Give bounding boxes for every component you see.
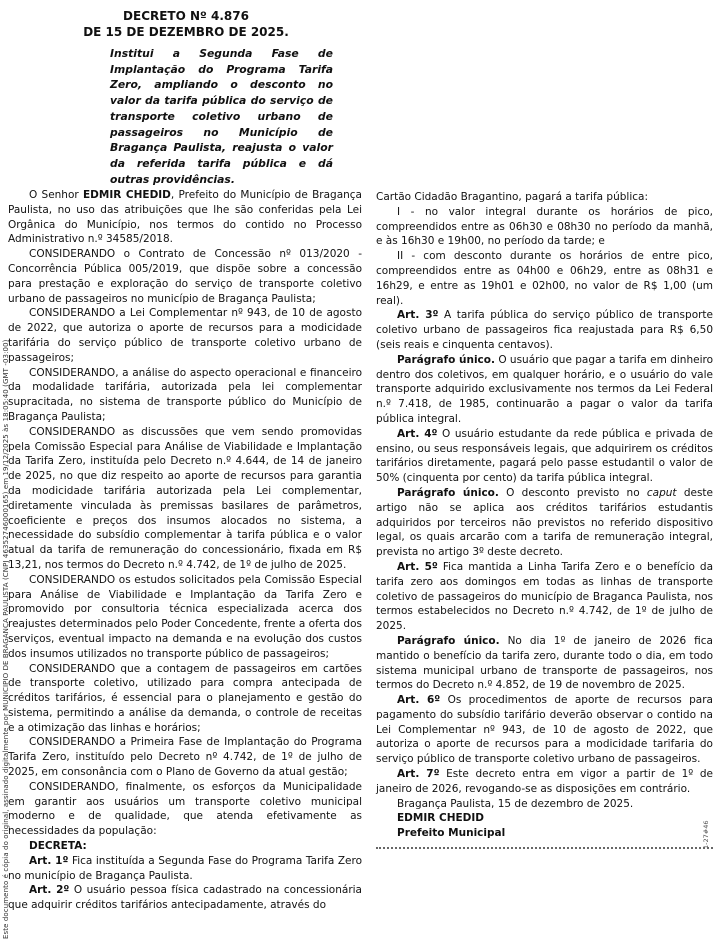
text-segment: CONSIDERANDO o Contrato de Concessão nº 013/2020 - Concorrência Pública 005/2019, que dispõe sobre a concessão para prestação e exploração do serviço de transporte coletivo urbano de passageiros no município de Bragança Paulista;	[8, 248, 362, 305]
text-segment: , Prefeito do Município de Bragança Paulista, no uso das atribuições que lhe são conferidas pela Lei Orgânica do Município, nos termos do contido no Processo Administrativo n.º 34585/2018.	[8, 189, 362, 246]
bold-text-segment: Art. 2º	[29, 884, 70, 897]
considerando-paragraph	[8, 735, 362, 779]
paragrafo-unico-paragraph	[376, 486, 713, 560]
text-segment: deste artigo não se aplica aos créditos tarifários estudantis adquiridos por terceiros não previstos no referido dispositivo legal, os quais arcarão com a tarifa de remuneração integral, prevista no artigo 3º deste decreto.	[376, 486, 713, 559]
bold-text-segment: EDMIR CHEDID	[82, 189, 171, 201]
text-segment: O desconto previsto no	[498, 486, 647, 499]
text-segment: Cartão Cidadão Bragantino, pagará a tarifa pública:	[376, 191, 648, 203]
text-segment: Bragança Paulista, 15 de dezembro de 2025.	[397, 797, 634, 810]
signature-role	[376, 826, 713, 841]
place-date-line	[376, 797, 713, 812]
dotted-divider	[376, 847, 713, 849]
right-text-column	[376, 190, 713, 849]
considerando-paragraph	[8, 780, 362, 839]
decreta-heading	[8, 839, 362, 854]
considerando-paragraph	[8, 366, 362, 425]
considerando-paragraph	[8, 662, 362, 736]
text-segment: CONSIDERANDO, a análise do aspecto operacional e financeiro da modalidade tarifária, autorizada pela lei complementar supracitada, no sistema de transporte público do Município de Bragança Paulista;	[8, 366, 362, 423]
text-segment: I - no valor integral durante os horários de pico, compreendidos entre as 06h30 e 08h30 no período da manhã, e às 16h30 e 19h00, no período da tarde; e	[376, 205, 713, 248]
article-2-paragraph	[8, 883, 362, 913]
decree-number: DECRETO Nº 4.876	[123, 9, 249, 23]
considerando-paragraph	[8, 247, 362, 306]
text-segment: A tarifa pública do serviço público de transporte coletivo urbano de passageiros fica reajustada para R$ 6,50 (seis reais e cinquenta centavos).	[376, 309, 714, 351]
bold-text-segment: Prefeito Municipal	[397, 827, 506, 840]
bold-text-segment: Art. 5º	[397, 560, 438, 573]
article-3-paragraph	[376, 308, 713, 352]
bold-text-segment: EDMIR CHEDID	[397, 812, 484, 825]
bold-text-segment: Art. 3º	[397, 309, 439, 322]
bold-text-segment: Parágrafo único.	[397, 486, 499, 499]
bold-text-segment: Parágrafo único.	[397, 353, 495, 366]
text-segment: O usuário que pagar a tarifa em dinheiro dentro dos coletivos, em qualquer horário, e o usuário do vale transporte adquirido exclusivamente nos termos da Lei Federal n.º 7.418, de 1985, continuarão a pagar o valor da tarifa pública integral.	[376, 353, 713, 425]
text-segment: Fica mantida a Linha Tarifa Zero e o benefício da tarifa zero aos domingos em todas as linhas de transporte coletivo de passageiros do município de Braganca Paulista, nos termos estabelecidos no Decreto n.º 4.742, de 1º de julho de 2025.	[376, 560, 713, 633]
article-4-paragraph	[376, 427, 713, 486]
text-segment: CONSIDERANDO as discussões que vem sendo promovidas pela Comissão Especial para Análise de Viabilidade e Implantação da Tarifa Zero, instituída pelo Decreto n.º 4.644, de 14 de janeiro de 2025, no que diz respeito ao aporte de recursos para garantia da modicidade tarifária autorizada pela Lei complementar, diretamente vinculada às premissas basilares de parâmetros, coeficiente e preços dos insumos alocados no sistema, a necessidade do subsídio complementar à tarifa pública e o valor atual da tarifa de remuneração do concessionário, fixada em R$ 13,21, nos termos do Decreto n.º 4.742, de 1º de julho de 2025.	[8, 425, 362, 571]
text-segment: CONSIDERANDO a Primeira Fase de Implantação do Programa Tarifa Zero, instituído pelo Decreto nº 4.742, de 1º de julho de 2025, em consonância com o Plano de Governo da atual gestão;	[8, 736, 362, 779]
left-text-column	[8, 188, 362, 913]
bold-text-segment: Art. 1º	[29, 854, 69, 867]
article-2-continuation	[376, 190, 713, 205]
digital-signature-stamp: Este documento é cópia do original, assinado digitalmente por MUNICIPIO DE BRAGANÇA PAULISTA (CNPJ 46352746000165) em 19/12/2025 às 18:05:40 (GMT -03:00)	[2, 339, 10, 939]
article-7-paragraph	[376, 767, 713, 797]
text-segment: Fica instituída a Segunda Fase do Programa Tarifa Zero no município de Bragança Paulista.	[8, 854, 363, 882]
considerando-paragraph	[8, 425, 362, 573]
paragrafo-unico-paragraph	[376, 634, 713, 693]
text-segment: Os procedimentos de aporte de recursos para pagamento do subsídio tarifário deverão observar o contido na Lei Complementar nº 943, de 10 de agosto de 2022, que autoriza o aporte de recursos para a modicidade tarifaria do serviço público de transporte coletivo urbano de passageiros.	[376, 694, 713, 766]
bold-text-segment: Art. 6º	[397, 694, 441, 707]
preamble-paragraph	[8, 188, 362, 247]
bold-text-segment: DECRETA:	[29, 840, 87, 853]
inciso-1-paragraph	[376, 205, 713, 249]
bold-text-segment: Art. 4º	[397, 427, 438, 440]
text-segment: No dia 1º de janeiro de 2026 fica mantido o benefício da tarifa zero, durante todo o dia, em todo sistema municipal urbano de transporte de passageiros, nos termos do Decreto n.º 4.852, de 19 de novembro de 2025.	[376, 634, 713, 692]
text-segment: CONSIDERANDO que a contagem de passageiros em cartões de transporte coletivo, utilizado para compra antecipada de créditos tarifários, é essencial para o planejamento e gestão do sistema, permitindo a análise da demanda, o controle de receitas e a otimização das linhas e horários;	[8, 662, 362, 734]
text-segment: II - com desconto durante os horários de entre pico, compreendidos entre as 04h00 e 06h29, entre as 08h31 e 16h29, e entre as 19h01 e 02h00, no valor de R$ 1,00 (um real).	[376, 250, 713, 307]
text-segment: CONSIDERANDO os estudos solicitados pela Comissão Especial para Análise de Viabilidade e Implantação da Tarifa Zero e promovido por consultoria técnica especializada acerca dos reajustes determinados pelo Poder Concedente, frente a oferta dos serviços, eventual impacto na demanda e na evolução dos custos dos insumos utilizados no transporte público de passageiros;	[8, 573, 362, 660]
document-code-stamp: 1-27#46	[702, 820, 710, 849]
article-5-paragraph	[376, 560, 713, 634]
considerando-paragraph	[8, 573, 362, 662]
bold-text-segment: Art. 7º	[397, 768, 440, 781]
decree-date: DE 15 DE DEZEMBRO DE 2025.	[83, 25, 289, 39]
text-segment: CONSIDERANDO, finalmente, os esforços da Municipalidade em garantir aos usuários um transporte coletivo municipal moderno e de qualidade, que atenda efetivamente as necessidades da população:	[8, 780, 362, 838]
text-segment: CONSIDERANDO a Lei Complementar nº 943, de 10 de agosto de 2022, que autoriza o aporte de recursos para a modicidade tarifária do serviço público de transporte coletivo urbano de passageiros;	[8, 307, 362, 364]
decree-title-block	[40, 8, 332, 40]
inciso-2-paragraph	[376, 249, 713, 308]
text-segment: O usuário estudante da rede pública e privada de ensino, ou seus responsáveis legais, que adquirirem os créditos tarifários diretamente, pagará pelo passe estudantil o valor de 50% (cinquenta por cento) da tarifa pública integral.	[376, 427, 713, 485]
text-segment: O Senhor	[29, 189, 83, 201]
bold-text-segment: Parágrafo único.	[397, 634, 500, 647]
article-6-paragraph	[376, 693, 713, 767]
signature-name	[376, 811, 713, 826]
text-segment: O usuário pessoa física cadastrado na concessionária que adquirir créditos tarifários antecipadamente, através do	[8, 884, 362, 912]
considerando-paragraph	[8, 306, 362, 365]
text-segment: Este decreto entra em vigor a partir de 1º de janeiro de 2026, revogando-se as disposições em contrário.	[376, 768, 713, 795]
italic-text-segment: caput	[646, 486, 677, 499]
decree-summary: Institui a Segunda Fase de Implantação do Programa Tarifa Zero, ampliando o desconto no valor da tarifa pública do serviço de transporte coletivo urbano de passageiros no Município de Bragança Paulista, reajusta o valor da referida tarifa pública e dá outras providências.	[110, 47, 333, 186]
paragrafo-unico-paragraph	[376, 353, 713, 427]
article-1-paragraph	[8, 854, 362, 884]
